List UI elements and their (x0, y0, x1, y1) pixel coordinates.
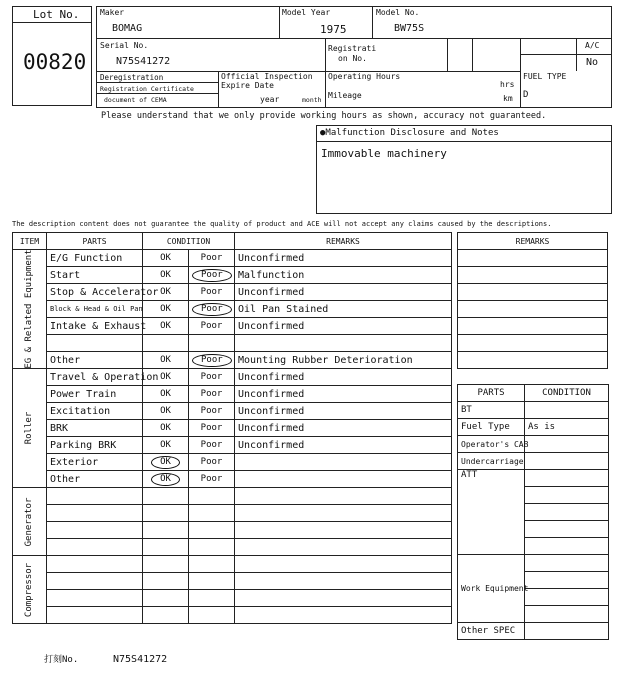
condition-poor-label: Poor (200, 423, 223, 433)
part-name: Power Train (47, 386, 143, 403)
side-header-parts: PARTS (458, 385, 525, 402)
model-year-value: 1975 (320, 23, 347, 36)
part-name (47, 505, 143, 522)
model-no-value: BW75S (394, 23, 425, 34)
malfunction-box (316, 125, 612, 214)
ac-value: No (586, 57, 599, 68)
side-remarks-cell (458, 284, 608, 301)
condition-poor-label: Poor (200, 321, 223, 331)
condition-ok (143, 573, 189, 590)
condition-poor (189, 267, 235, 284)
remark: Malfunction (235, 267, 452, 284)
remark (235, 590, 452, 607)
condition-poor (189, 335, 235, 352)
condition-ok-label: OK (160, 321, 171, 331)
table-row (13, 539, 452, 556)
remark (235, 454, 452, 471)
side-row (458, 453, 609, 470)
condition-poor (189, 522, 235, 539)
model-no-label: Model No. (376, 8, 420, 17)
cema-label: document of CEMA (104, 96, 167, 104)
side-part: BT (458, 402, 525, 419)
side-remarks-header: REMARKS (458, 233, 608, 250)
remark (235, 522, 452, 539)
remark (235, 607, 452, 624)
group-label: Roller (24, 411, 34, 445)
condition-ok (143, 420, 189, 437)
remark (235, 556, 452, 573)
side-condition (525, 623, 609, 640)
malfunction-title: ●Malfunction Disclosure and Notes (320, 128, 499, 138)
condition-poor (189, 352, 235, 369)
side-remarks-cell (458, 301, 608, 318)
footer-label: 打刻No. (44, 655, 79, 665)
part-name (47, 488, 143, 505)
condition-ok-label: OK (160, 287, 171, 297)
table-row (13, 607, 452, 624)
serial-label: Serial No. (100, 41, 149, 50)
group-label: EG & Related Equipment (24, 249, 34, 369)
hrs-label: hrs (500, 80, 515, 89)
condition-poor (189, 573, 235, 590)
condition-ok (143, 267, 189, 284)
condition-ok (143, 386, 189, 403)
part-name (47, 539, 143, 556)
registration-label-2: on No. (338, 54, 367, 63)
side-condition (525, 470, 609, 487)
side-remarks-cell (458, 352, 608, 369)
header-remarks: REMARKS (235, 233, 452, 250)
side-row (458, 402, 609, 419)
remark (235, 335, 452, 352)
mileage-label: Mileage (328, 91, 362, 100)
part-name: E/G Function (47, 250, 143, 267)
remark: Unconfirmed (235, 369, 452, 386)
side-condition (525, 538, 609, 555)
condition-ok-label: OK (160, 423, 171, 433)
part-name: Stop & Accelerator (47, 284, 143, 301)
lot-label: Lot No. (33, 8, 80, 21)
remark: Oil Pan Stained (235, 301, 452, 318)
condition-poor (189, 539, 235, 556)
side-remarks-row (458, 301, 608, 318)
maker-value: BOMAG (112, 23, 143, 34)
table-row (13, 250, 452, 267)
table-row (13, 267, 452, 284)
side-row (458, 470, 609, 487)
condition-ok (143, 607, 189, 624)
part-name: Excitation (47, 403, 143, 420)
condition-poor-circled: Poor (192, 303, 232, 316)
remark (235, 505, 452, 522)
condition-poor (189, 607, 235, 624)
table-row (13, 352, 452, 369)
side-part: ATT (458, 470, 525, 555)
part-name (47, 335, 143, 352)
part-name: Start (47, 267, 143, 284)
table-row (13, 403, 452, 420)
side-remarks-cell (458, 267, 608, 284)
table-row (13, 488, 452, 505)
header-condition: CONDITION (143, 233, 235, 250)
table-row (13, 454, 452, 471)
condition-ok-circled: OK (151, 473, 180, 486)
table-header-row (13, 233, 452, 250)
part-name: Other (47, 352, 143, 369)
condition-poor-label: Poor (200, 457, 223, 467)
part-name (47, 522, 143, 539)
group-label: Generator (24, 497, 34, 546)
operating-hours-label: Operating Hours (328, 72, 401, 81)
condition-poor (189, 471, 235, 488)
condition-poor-label: Poor (200, 372, 223, 382)
side-remarks-row (458, 352, 608, 369)
condition-ok-label: OK (160, 355, 171, 365)
condition-ok-circled: OK (151, 456, 180, 469)
side-remarks-cell (458, 318, 608, 335)
part-name: Intake & Exhaust (47, 318, 143, 335)
condition-ok (143, 318, 189, 335)
condition-ok (143, 437, 189, 454)
ac-label: A/C (585, 41, 600, 50)
condition-poor (189, 505, 235, 522)
side-part: Other SPEC (458, 623, 525, 640)
condition-poor-label: Poor (200, 474, 223, 484)
side-part: Operator's CAB (458, 436, 525, 453)
inspection-table (12, 232, 452, 624)
maker-label: Maker (100, 8, 125, 17)
part-name (47, 556, 143, 573)
footer-value: N75S41272 (113, 654, 168, 665)
condition-poor (189, 318, 235, 335)
condition-ok (143, 335, 189, 352)
part-name: Exterior (47, 454, 143, 471)
condition-ok (143, 522, 189, 539)
condition-poor (189, 454, 235, 471)
fuel-type-label: FUEL TYPE (523, 72, 567, 81)
side-remarks-cell (458, 335, 608, 352)
condition-ok-label: OK (160, 372, 171, 382)
condition-poor (189, 403, 235, 420)
side-row (458, 555, 609, 572)
group-label-cell (13, 369, 47, 488)
side-part: Undercarriage (458, 453, 525, 470)
lot-number: 00820 (23, 50, 87, 74)
part-name: BRK (47, 420, 143, 437)
header-parts: PARTS (47, 233, 143, 250)
condition-poor (189, 250, 235, 267)
condition-ok (143, 454, 189, 471)
remark: Unconfirmed (235, 420, 452, 437)
side-part: Work Equipment (458, 555, 525, 623)
condition-poor-label: Poor (200, 253, 223, 263)
condition-ok (143, 488, 189, 505)
side-condition (525, 436, 609, 453)
condition-ok (143, 352, 189, 369)
side-condition (525, 572, 609, 589)
registration-label-1: Registrati (328, 44, 377, 53)
group-label: Compressor (24, 562, 34, 617)
side-condition (525, 504, 609, 521)
part-name: Other (47, 471, 143, 488)
side-remarks-cell (458, 250, 608, 267)
table-row (13, 318, 452, 335)
condition-ok (143, 590, 189, 607)
table-row (13, 505, 452, 522)
condition-ok-label: OK (160, 270, 171, 280)
condition-poor (189, 386, 235, 403)
table-row (13, 284, 452, 301)
condition-ok (143, 471, 189, 488)
side-condition (525, 453, 609, 470)
condition-poor-label: Poor (200, 287, 223, 297)
condition-poor (189, 488, 235, 505)
condition-poor (189, 284, 235, 301)
table-row (13, 301, 452, 318)
side-condition (525, 555, 609, 572)
malfunction-text: Immovable machinery (321, 147, 447, 160)
side-row (458, 419, 609, 436)
registration-cert-label: Registration Certificate (100, 85, 194, 93)
condition-poor-circled: Poor (192, 354, 232, 367)
condition-poor-label: Poor (200, 406, 223, 416)
side-condition (525, 589, 609, 606)
condition-ok-label: OK (160, 406, 171, 416)
condition-ok (143, 505, 189, 522)
serial-value: N75S41272 (116, 56, 171, 67)
condition-poor (189, 590, 235, 607)
part-name (47, 607, 143, 624)
table-row (13, 471, 452, 488)
km-label: km (503, 94, 513, 103)
condition-ok (143, 539, 189, 556)
condition-poor-label: Poor (200, 389, 223, 399)
condition-poor (189, 437, 235, 454)
side-part: Fuel Type (458, 419, 525, 436)
remark (235, 573, 452, 590)
table-row (13, 556, 452, 573)
table-row (13, 335, 452, 352)
group-label-cell (13, 488, 47, 556)
remark: Mounting Rubber Deterioration (235, 352, 452, 369)
part-name: Travel & Operation (47, 369, 143, 386)
table-row (13, 420, 452, 437)
condition-ok-label: OK (160, 253, 171, 263)
remark (235, 471, 452, 488)
side-condition: As is (525, 419, 609, 436)
side-condition (525, 521, 609, 538)
part-name (47, 590, 143, 607)
condition-poor-circled: Poor (192, 269, 232, 282)
remark (235, 539, 452, 556)
side-remarks-row (458, 250, 608, 267)
month-label: month (302, 96, 322, 104)
deregistration-label: Deregistration (100, 73, 164, 82)
remark: Unconfirmed (235, 250, 452, 267)
remark: Unconfirmed (235, 386, 452, 403)
year-label: year (260, 95, 280, 104)
part-name (47, 573, 143, 590)
side-row (458, 623, 609, 640)
inspection-label-2: Expire Date (221, 81, 274, 90)
condition-poor (189, 301, 235, 318)
table-row (13, 522, 452, 539)
condition-poor (189, 556, 235, 573)
condition-ok-label: OK (160, 440, 171, 450)
condition-ok (143, 250, 189, 267)
side-header-condition: CONDITION (525, 385, 609, 402)
table-row (13, 437, 452, 454)
side-remarks-row (458, 335, 608, 352)
disclaimer: The description content does not guarantee the quality of product and ACE will not accept any claims caused by the descriptions. (12, 220, 552, 228)
fuel-type-value: D (523, 90, 529, 100)
condition-ok (143, 403, 189, 420)
condition-ok-label: OK (160, 389, 171, 399)
side-remarks-row (458, 318, 608, 335)
condition-poor (189, 369, 235, 386)
condition-poor (189, 420, 235, 437)
inspection-label-1: Official Inspection (221, 72, 313, 81)
condition-ok (143, 556, 189, 573)
remark: Unconfirmed (235, 284, 452, 301)
remark: Unconfirmed (235, 437, 452, 454)
part-name: Parking BRK (47, 437, 143, 454)
table-row (13, 369, 452, 386)
header-item: ITEM (13, 233, 47, 250)
remark: Unconfirmed (235, 403, 452, 420)
group-label-cell (13, 556, 47, 624)
condition-poor-label: Poor (200, 440, 223, 450)
table-row (13, 573, 452, 590)
table-row (13, 386, 452, 403)
condition-ok (143, 301, 189, 318)
side-remarks-row (458, 284, 608, 301)
remark: Unconfirmed (235, 318, 452, 335)
side-remarks-table (457, 232, 608, 369)
side-row (458, 436, 609, 453)
table-row (13, 590, 452, 607)
hours-notice: Please understand that we only provide working hours as shown, accuracy not guaranteed. (101, 111, 547, 121)
side-remarks-row (458, 267, 608, 284)
group-label-cell (13, 250, 47, 369)
remark (235, 488, 452, 505)
side-parts-table (457, 384, 609, 640)
part-name: Block & Head & Oil Pan (47, 301, 143, 318)
side-condition (525, 402, 609, 419)
model-year-label: Model Year (282, 8, 331, 17)
side-condition (525, 487, 609, 504)
condition-ok-label: OK (160, 304, 171, 314)
side-condition (525, 606, 609, 623)
